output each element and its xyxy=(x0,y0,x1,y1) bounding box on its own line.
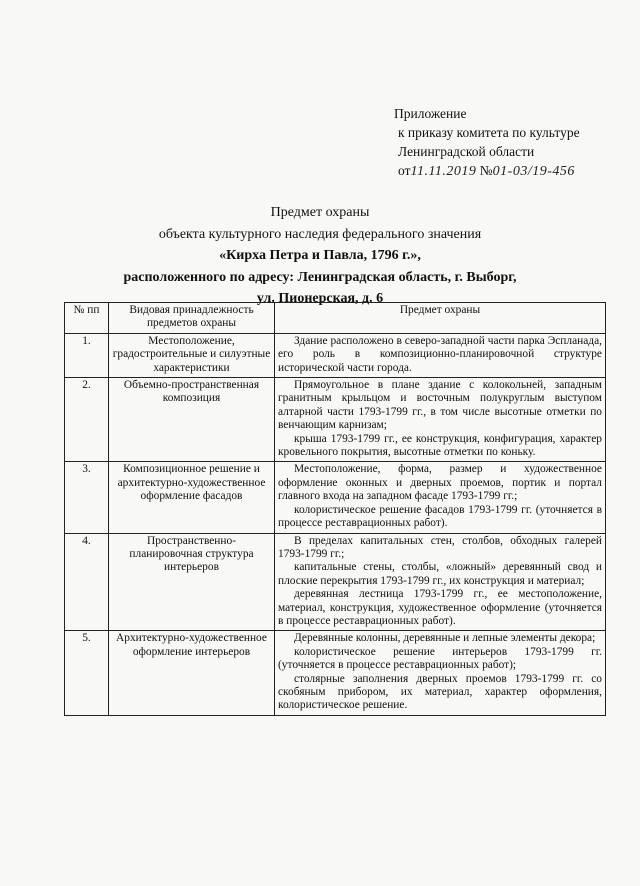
date-prefix: от xyxy=(398,163,411,178)
order-date-number xyxy=(394,161,580,181)
table-row xyxy=(65,378,606,462)
subject-paragraph: Деревянные колонны, деревянные и лепные элементы декора; xyxy=(294,632,596,645)
subject-paragraph: колористическое решение фасадов 1793-1799 гг. (уточняется в процессе реставрационных работ). xyxy=(278,503,602,530)
title-object-name: «Кирха Петра и Павла, 1796 г.», xyxy=(219,248,421,263)
row-kind: Пространственно-планировочная структура интерьеров xyxy=(109,533,275,631)
header-subject: Предмет охраны xyxy=(275,303,606,334)
subject-paragraph: капитальные стены, столбы, «ложный» деревянный свод и плоские перекрытия 1793-1799 гг., их конструкция и материал; xyxy=(278,561,602,587)
order-number: 01-03/19-456 xyxy=(492,164,575,179)
subject-paragraph: Местоположение, форма, размер и художественное оформление оконных и дверных проемов, портик и портал главного входа на западном фасаде 1793-1799 гг.; xyxy=(278,463,602,503)
subject-paragraph: Здание расположено в северо-западной части парка Эспланада, его роль в композиционно-планировочной структуре исторической части города. xyxy=(278,334,602,374)
appendix-line1: Приложение xyxy=(394,106,467,121)
table-row xyxy=(65,533,606,631)
subject-paragraph: столярные заполнения дверных проемов 1793-1799 гг. со скобяным прибором, их материал, характер оформления, колористическое решение. xyxy=(278,672,602,712)
row-kind: Местоположение, градостроительные и силуэтные характеристики xyxy=(109,333,275,377)
table-row xyxy=(65,631,606,715)
row-subject xyxy=(275,378,606,462)
title-address-line1: расположенного по адресу: Ленинградская область, г. Выборг, xyxy=(123,269,517,285)
protection-subject-table xyxy=(64,302,606,716)
appendix-line2: к приказу комитета по культуре xyxy=(398,125,580,140)
appendix-line3: Ленинградской области xyxy=(398,144,535,159)
title-line2: объекта культурного наследия федерального значения xyxy=(158,226,482,242)
table-header-row xyxy=(65,303,606,334)
subject-paragraph: В пределах капитальных стен, столбов, обходных галерей 1793-1799 гг.; xyxy=(278,534,602,560)
subject-paragraph: крыша 1793-1799 гг., ее конструкция, конфигурация, характер кровельного покрытия, высотные отметки по коньку. xyxy=(278,432,602,459)
row-kind: Объемно-пространственная композиция xyxy=(109,378,275,462)
row-kind: Композиционное решение и архитектурно-художественное оформление фасадов xyxy=(109,462,275,533)
subject-paragraph: колористическое решение интерьеров 1793-1799 гг. (уточняется в процессе реставрационных работ); xyxy=(278,645,602,672)
subject-paragraph: деревянная лестница 1793-1799 гг., ее местоположение, материал, конструкция, художественное оформление (уточняется в процессе реставрационных работ). xyxy=(278,588,602,627)
row-num: 4. xyxy=(65,533,109,631)
number-prefix: № xyxy=(479,163,493,178)
row-num: 1. xyxy=(65,333,109,377)
row-subject xyxy=(275,533,606,631)
table-row xyxy=(65,462,606,533)
row-num: 3. xyxy=(65,462,109,533)
row-subject xyxy=(275,631,606,715)
document-title xyxy=(40,202,600,310)
title-address-line2: ул. Пионерская, д. 6 xyxy=(256,291,384,306)
title-line1: Предмет охраны xyxy=(270,205,370,220)
order-date: 11.11.2019 xyxy=(410,164,477,179)
row-subject xyxy=(275,333,606,377)
subject-paragraph: Прямоугольное в плане здание с колокольней, западным гранитным крыльцом и восточным полукруглым выступом алтарной части 1793-1799 гг., в том числе высотные отметки по венчающим карнизам; xyxy=(278,379,602,432)
row-num: 2. xyxy=(65,378,109,462)
header-num: № пп xyxy=(65,303,109,334)
table-row xyxy=(65,333,606,377)
row-kind: Архитектурно-художественное оформление интерьеров xyxy=(109,631,275,715)
appendix-block xyxy=(394,104,580,181)
header-kind: Видовая принадлежность предметов охраны xyxy=(109,303,275,334)
row-num: 5. xyxy=(65,631,109,715)
row-subject xyxy=(275,462,606,533)
